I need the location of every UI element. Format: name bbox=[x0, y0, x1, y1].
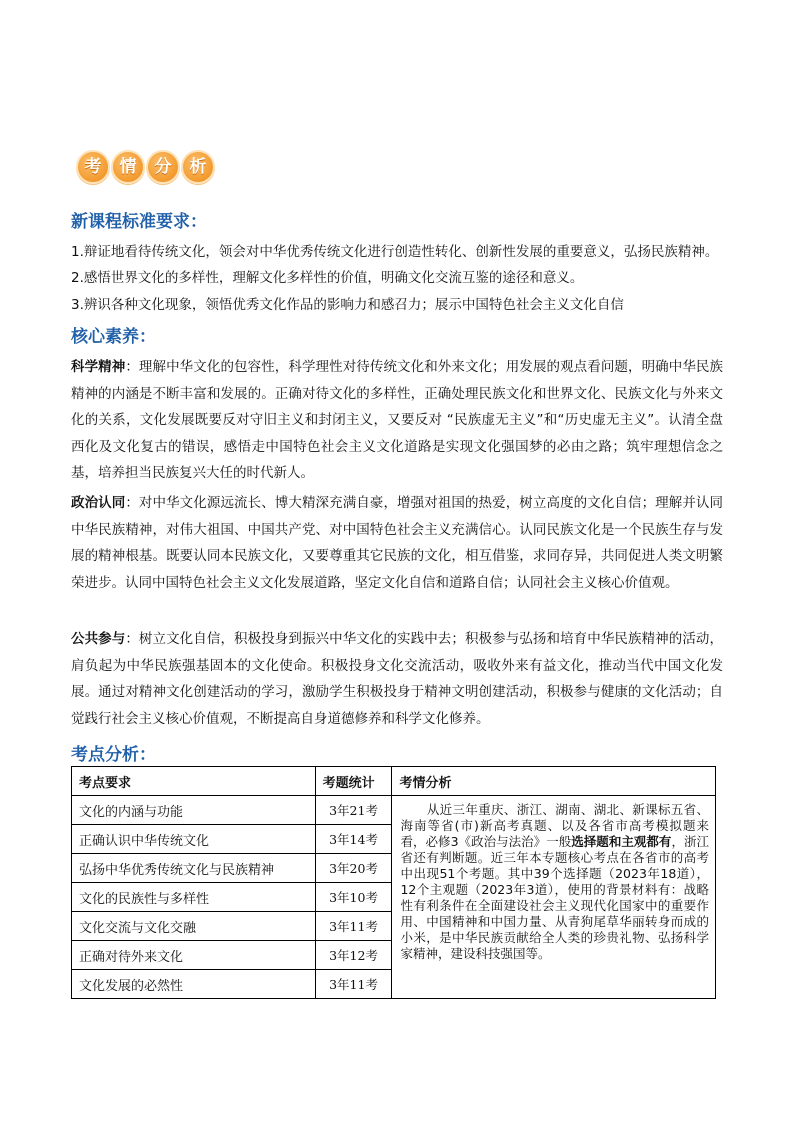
points-heading: 考点分析： bbox=[71, 745, 156, 765]
core-paragraph-science bbox=[71, 354, 723, 487]
requirement-cell: 文化的民族性与多样性 bbox=[72, 883, 316, 912]
badge-char: 情 bbox=[111, 150, 145, 184]
core-heading: 核心素养： bbox=[71, 327, 156, 347]
table-row bbox=[72, 796, 716, 825]
requirement-cell: 文化交流与文化交融 bbox=[72, 912, 316, 941]
count-cell: 3年21考 bbox=[315, 796, 392, 825]
core-text: ：树立文化自信，积极投身到振兴中华文化的实践中去；积极参与弘扬和培育中华民族精神的活动，肩负起为中华民族强基固本的文化使命。积极投身文化交流活动，吸收外来有益文化，推动当代中国文化发展。通过对精神文化创建活动的学习，激励学生积极投身于精神文明创建活动，积极参与健康的文化活动；自觉践行社会主义核心价值观，不断提高自身道德修养和科学文化修养。 bbox=[71, 631, 724, 727]
core-paragraph-public bbox=[71, 626, 723, 732]
requirement-cell: 弘扬中华优秀传统文化与民族精神 bbox=[72, 854, 316, 883]
header-count: 考题统计 bbox=[315, 767, 392, 796]
standards-heading: 新课程标准要求： bbox=[71, 212, 207, 232]
count-cell: 3年11考 bbox=[315, 912, 392, 941]
section-badge bbox=[76, 150, 215, 184]
badge-char: 分 bbox=[146, 150, 180, 184]
analysis-cell bbox=[392, 796, 716, 999]
core-label: 科学精神 bbox=[71, 359, 126, 375]
count-cell: 3年20考 bbox=[315, 854, 392, 883]
analysis-bold: 选择题和主观都有 bbox=[571, 834, 672, 849]
count-cell: 3年12考 bbox=[315, 941, 392, 970]
requirement-cell: 正确认识中华传统文化 bbox=[72, 825, 316, 854]
requirement-cell: 文化发展的必然性 bbox=[72, 970, 316, 999]
header-analysis: 考情分析 bbox=[392, 767, 716, 796]
core-text: ：对中华文化源远流长、博大精深充满自豪，增强对祖国的热爱，树立高度的文化自信；理解并认同中华民族精神，对伟大祖国、中国共产党、对中国特色社会主义充满信心。认同民族文化是一个民族生存与发展的精神根基。既要认同本民族文化，又要尊重其它民族的文化，相互借鉴，求同存异，共同促进人类文明繁荣进步。认同中国特色社会主义文化发展道路，坚定文化自信和道路自信；认同社会主义核心价值观。 bbox=[71, 495, 724, 591]
table-header-row bbox=[72, 767, 716, 796]
core-text: ：理解中华文化的包容性，科学理性对待传统文化和外来文化；用发展的观点看问题，明确中华民族精神的内涵是不断丰富和发展的。正确对待文化的多样性，正确处理民族文化和世界文化、民族文化与外来文化的关系，文化发展既要反对守旧主义和封闭主义，又要反对 “民族虚无主义”和“历史虚无主义”。认清全盘西化及文化复古的错误，感悟走中国特色社会主义文化道路是实现文化强国梦的必由之路；筑牢理想信念之基，培养担当民族复兴大任的时代新人。 bbox=[71, 359, 724, 481]
standard-item: 1.辩证地看待传统文化，领会对中华优秀传统文化进行创造性转化、创新性发展的重要意义，弘扬民族精神。 bbox=[71, 244, 719, 260]
badge-char: 析 bbox=[181, 150, 215, 184]
count-cell: 3年14考 bbox=[315, 825, 392, 854]
core-label: 政治认同 bbox=[71, 495, 126, 511]
exam-points-table bbox=[71, 766, 716, 999]
count-cell: 3年10考 bbox=[315, 883, 392, 912]
count-cell: 3年11考 bbox=[315, 970, 392, 999]
analysis-text: 从近三年重庆、浙江、湖南、湖北、新课标五省、海南等省(市)新高考真题、以及各省市高考模拟题来看，必修3《政治与法治》一般 bbox=[400, 802, 709, 849]
standard-item: 2.感悟世界文化的多样性，理解文化多样性的价值，明确文化交流互鉴的途径和意义。 bbox=[71, 270, 584, 286]
standard-item: 3.辨识各种文化现象，领悟优秀文化作品的影响力和感召力；展示中国特色社会主义文化自信 bbox=[71, 297, 624, 313]
analysis-text: ，浙江省还有判断题。近三年本专题核心考点在各省市的高考中出现51个考题。其中39个选择题（2023年18道），12个主观题（2023年3道），使用的背景材料有：战略性有利条件在全面建设社会主义现代化国家中的重要作用、中国精神和中国力量、从青狗尾草华丽转身而成的小米，是中华民族贡献给全人类的珍贵礼物、弘扬科学家精神，建设科技强国等。 bbox=[400, 834, 709, 961]
requirement-cell: 文化的内涵与功能 bbox=[72, 796, 316, 825]
badge-char: 考 bbox=[76, 150, 110, 184]
header-requirement: 考点要求 bbox=[72, 767, 316, 796]
core-paragraph-politics bbox=[71, 490, 723, 596]
core-label: 公共参与 bbox=[71, 631, 126, 647]
requirement-cell: 正确对待外来文化 bbox=[72, 941, 316, 970]
